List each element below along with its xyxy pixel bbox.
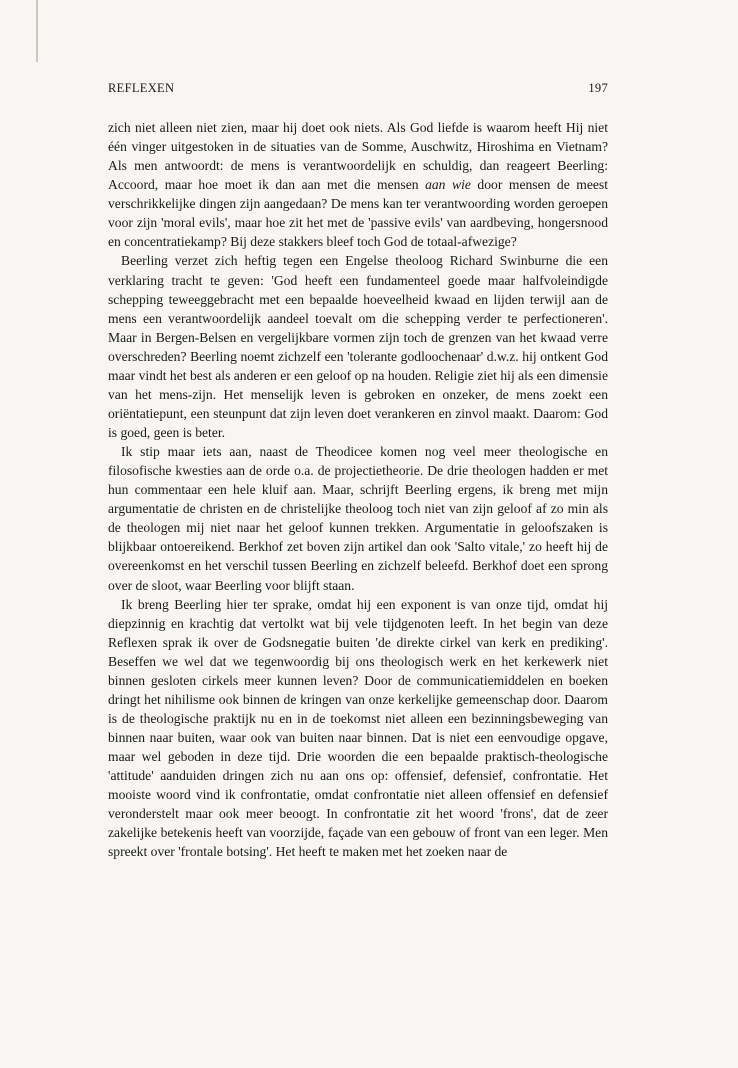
paragraph [108,595,608,862]
page-number: 197 [588,81,608,95]
paragraph-text: Ik breng Beerling hier ter sprake, omdat hij een exponent is van onze tijd, omdat hij diepzinnig en krachtig dat vertolkt wat bij vele tijdgenoten leeft. In het begin van deze Reflexen sprak ik over de Godsnegatie buiten 'de direkte cirkel van kerk en prediking'. Beseffen we wel dat we tegenwoordig bij ons theologisch werk en het kerkewerk niet binnen gesloten cirkels meer kunnen leven? Door de communicatiemiddelen en boeken dringt het nihilisme ook binnen de kringen van onze kerkelijke gemeenschap door. Daarom is de theologische praktijk nu en in de toekomst niet alleen een bezinningsbeweging van binnen naar buiten, waar ook van buiten naar binnen. Dat is niet een eenvoudige opgave, maar wel geboden in deze tijd. Drie woorden die een bepaalde praktisch-theologische 'attitude' aanduiden dringen zich nu aan ons op: offensief, defensief, confrontatie. Het mooiste woord vind ik confrontatie, omdat confrontatie niet alleen offensief en defensief veronderstelt maar ook meer beoogt. In confrontatie zit het woord 'frons', dat de zeer zakelijke betekenis heeft van voorzijde, façade van een gebouw of front van een leger. Men spreekt over 'frontale botsing'. Het heeft te maken met het zoeken naar de [108,596,608,860]
running-header-title: REFLEXEN [108,81,175,95]
paragraph-text: zich niet alleen niet zien, maar hij doet ook niets. Als God liefde is waarom heeft Hij niet één vinger uitgestoken in de situaties van de Somme, Auschwitz, Hiroshima en Vietnam? Als men antwoordt: de mens is verantwoordelijk en schuldig, dan reageert Beerling: Accoord, maar hoe moet ik dan aan met die mensen [108,120,608,193]
page-edge-shadow [36,0,38,62]
paragraph-text: Beerling verzet zich heftig tegen een Engelse theoloog Richard Swinburne die een verklaring tracht te geven: 'God heeft een fundamenteel goede maar halfvoleindigde schepping teweeggebracht met een bepaalde hoeveelheid kwaad en lijden terwijl aan de mens een verantwoordelijk aandeel toevalt om die schepping verder te perfectioneren'. Maar in Bergen-Belsen en vergelijkbare vormen zijn toch de grenzen van het kwaad verre overschreden? Beerling noemt zichzelf een 'tolerante godloochenaar' d.w.z. hij ontkent God maar vindt het best als anderen er een geloof op na houden. Religie ziet hij als een dimensie van het mens-zijn. Het menselijk leven is gebroken en onzeker, de mens zoekt een oriëntatiepunt, een steunpunt dat zijn leven doet verankeren en zinvol maakt. Daarom: God is goed, geen is beter. [108,253,608,440]
paragraph-text: Ik stip maar iets aan, naast de Theodicee komen nog veel meer theologische en filosofische kwesties aan de orde o.a. de projectietheorie. De drie theologen hadden er met hun commentaar een hele kluif aan. Maar, schrijft Beerling ergens, ik breng met mijn argumentatie de christen en de christelijke theoloog toch niet van zijn geloof af zo min als de theologen mij niet naar het geloof kunnen trekken. Argumentatie in geloofszaken is blijkbaar ontoereikend. Berkhof zet boven zijn artikel dan ook 'Salto vitale,' zo heeft hij de overeenkomst en het verschil tussen Beerling en zichzelf beleefd. Berkhof doet een sprong over de sloot, waar Beerling voor blijft staan. [108,444,608,593]
running-header [108,81,608,97]
paragraph [108,251,608,442]
emphasis-text: aan wie [425,177,471,193]
paragraph [108,118,608,251]
body-text [108,118,608,861]
paragraph [108,442,608,595]
paragraph-text: door mensen de meest verschrikkelijke dingen zijn aangedaan? De mens kan ter verantwoording worden geroepen voor zijn 'moral evils', maar hoe zit het met de 'passive evils' van aardbeving, hongersnood en concentratiekamp? Bij deze stakkers bleef toch God de totaal-afwezige? [108,177,608,250]
